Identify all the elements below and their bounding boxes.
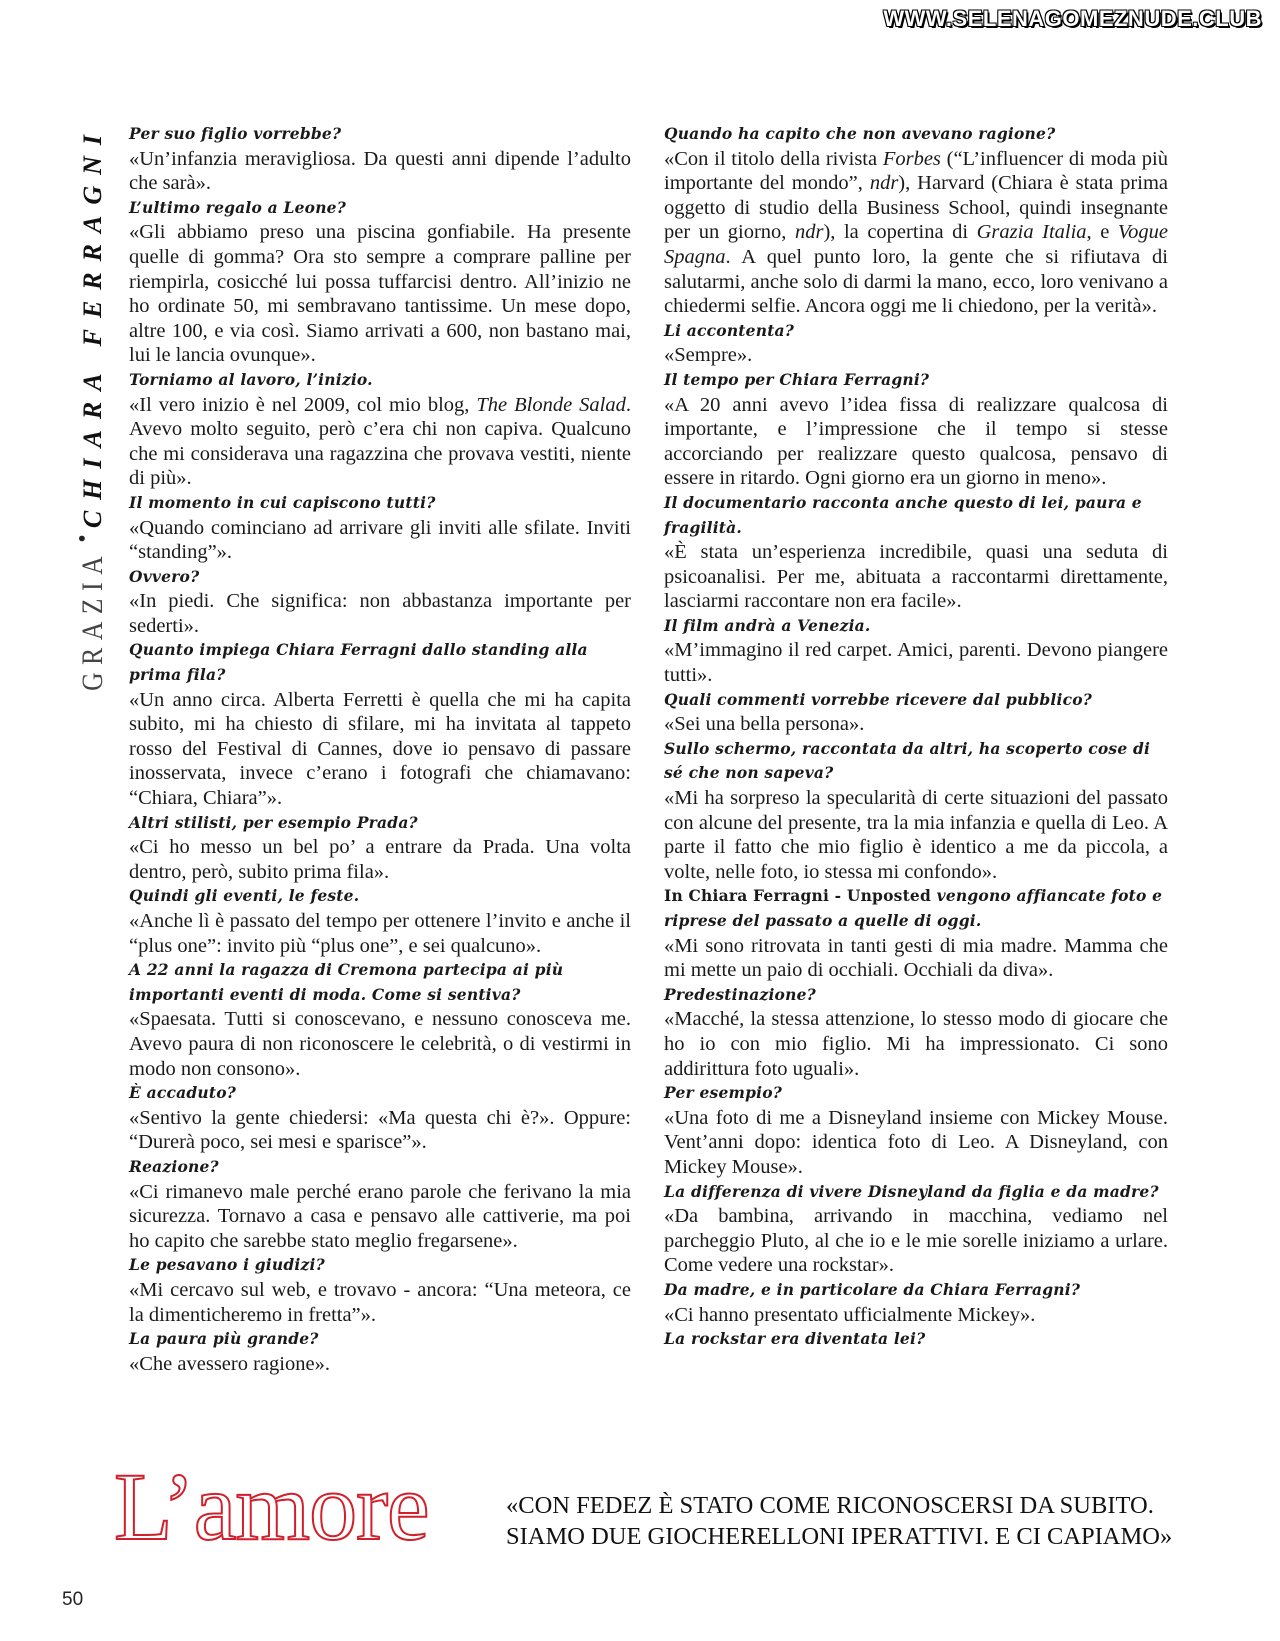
question-text: Ovvero? (129, 566, 200, 586)
interview-question (129, 122, 631, 147)
answer-text: , e (1086, 221, 1118, 244)
interview-question (664, 491, 1168, 540)
answer-text: «Ci hanno presentato ufficialmente Mickey». (664, 1303, 1036, 1326)
answer-text: «È stata un’esperienza incredibile, quasi una seduta di psicoanalisi. Per me, abituata a raccontarmi direttamente, lasciarmi raccontare non era facile». (664, 541, 1168, 613)
answer-text: (“L’influencer di moda più importante del mondo”, (664, 147, 1168, 195)
right-column (664, 122, 1168, 1352)
interview-question (129, 1253, 631, 1278)
answer-italic-title: The Blonde Salad (476, 393, 626, 416)
interview-answer (664, 393, 1168, 491)
interview-question (664, 737, 1168, 786)
question-text: Quanto impiega Chiara Ferragni dallo standing alla prima fila? (129, 640, 588, 685)
answer-text: «Da bambina, arrivando in macchina, vediamo nel parcheggio Pluto, al che io e le mie sorelle iniziamo a urlare. Come vedere una rockstar». (664, 1205, 1168, 1277)
answer-text: «Mi sono ritrovata in tanti gesti di mia madre. Mamma che mi mette un paio di occhiali. Occhiali da diva». (664, 934, 1168, 982)
interview-question (129, 638, 631, 687)
interview-answer (664, 1204, 1168, 1278)
question-text: Torniamo al lavoro, l’inizio. (129, 369, 373, 389)
answer-italic-title: Grazia Italia (976, 221, 1087, 244)
answer-italic-title: ndr (869, 172, 899, 195)
question-text: Da madre, e in particolare da Chiara Ferragni? (664, 1279, 1081, 1299)
answer-text: «Sei una bella persona». (664, 713, 865, 736)
question-text: Quali commenti vorrebbe ricevere dal pubblico? (664, 689, 1093, 709)
question-text: Predestinazione? (664, 984, 816, 1004)
interview-question (664, 122, 1168, 147)
answer-text: ), la copertina di (823, 221, 977, 244)
watermark: WWW.SELENAGOMEZNUDE.CLUB (883, 6, 1262, 31)
interview-question (664, 983, 1168, 1008)
interview-question (664, 614, 1168, 639)
interview-answer (129, 1007, 631, 1081)
interview-answer (129, 393, 631, 491)
pull-quote-line: «CON FEDEZ È STATO COME RICONOSCERSI DA SUBITO. (506, 1492, 1154, 1519)
answer-text: «Una foto di me a Disneyland insieme con Mickey Mouse. Vent’anni dopo: identica foto di Leo. A Disneyland, con Mickey Mouse». (664, 1106, 1168, 1178)
interview-answer (664, 934, 1168, 983)
interview-answer (664, 343, 1168, 368)
interview-answer (129, 516, 631, 565)
answer-text: ), Harvard (Chiara è stata prima oggetto di studio della Business School, quindi insegnante per un giorno, (664, 172, 1168, 244)
answer-text: «Sempre». (664, 344, 753, 367)
answer-text: . Avevo molto seguito, però c’era chi non capiva. Qualcuno che mi considerava una ragazzina che provava vestiti, niente di più». (129, 393, 631, 490)
section-title: L’amore (114, 1453, 429, 1560)
answer-text: «Mi ha sorpreso la specularità di certe situazioni del passato con alcune del presente, tra la mia infanzia e quella di Leo. A parte il fatto che mio figlio è identico a me da piccola, a volte, nelle foto, io stessa mi confondo». (664, 787, 1168, 883)
question-text: Il momento in cui capiscono tutti? (129, 492, 436, 512)
question-text: Quindi gli eventi, le feste. (129, 886, 360, 906)
answer-text: «Con il titolo della rivista (664, 147, 883, 170)
interview-answer (664, 540, 1168, 614)
answer-text: «Spaesata. Tutti si conoscevano, e nessuno conosceva me. Avevo paura di non riconoscere le celebrità, o di vestirmi in modo non consono». (129, 1008, 631, 1080)
answer-text: «Sentivo la gente chiedersi: «Ma questa chi è?». Oppure: “Durerà poco, sei mesi e sparisce”». (129, 1106, 631, 1154)
interview-question (664, 368, 1168, 393)
answer-text: «In piedi. Che significa: non abbastanza importante per sederti». (129, 590, 631, 637)
answer-text: «Ci rimanevo male perché erano parole che ferivano la mia sicurezza. Tornavo a casa e pensavo alle cattiverie, ma poi ho capito che sarebbe stato meglio fregarsene». (129, 1180, 631, 1252)
answer-text: «M’immagino il red carpet. Amici, parenti. Devono piangere tutti». (664, 639, 1168, 687)
answer-italic-title: ndr (794, 221, 824, 244)
answer-text: «Anche lì è passato del tempo per ottenere l’invito e anche il “plus one”: invito più “plus one”, e sei qualcuno». (129, 910, 631, 957)
question-text: Il documentario racconta anche questo di lei, paura e fragilità. (664, 492, 1142, 537)
left-column (129, 122, 631, 1376)
rail-separator-dot: • (69, 534, 96, 543)
answer-text: «Ci ho messo un bel po’ a entrare da Prada. Una volta dentro, però, subito prima fila». (129, 836, 631, 883)
interview-answer (129, 835, 631, 884)
interview-question (664, 1327, 1168, 1352)
interview-answer (129, 1180, 631, 1254)
interview-question (129, 1155, 631, 1180)
interview-answer (664, 1303, 1168, 1328)
interview-question (129, 368, 631, 393)
answer-text: «Che avessero ragione». (129, 1352, 330, 1375)
answer-text: «Gli abbiamo preso una piscina gonfiabile. Ha presente quelle di gomma? Ora sto sempre a comprare palline per riempirla, cosicché lui possa tuffarcisi dentro. All’inizio ne ho ordinate 50, mi sembravano tantissime. Un mese dopo, altre 100, e via così. Siamo arrivati a 600, non bastano mai, lui le lancia ovunque». (129, 221, 631, 367)
interview-answer (129, 147, 631, 196)
answer-text: «Quando cominciano ad arrivare gli inviti alle sfilate. Inviti “standing”». (129, 516, 631, 564)
pull-quote (506, 1490, 1226, 1552)
answer-italic-title: Vogue Spagna (664, 221, 1168, 268)
question-text: Reazione? (129, 1156, 219, 1176)
answer-text: «Macché, la stessa attenzione, lo stesso modo di giocare che ho io con mio figlio. Mi ha impressionato. Ci sono addirittura foto uguali». (664, 1008, 1168, 1080)
question-text: Sullo schermo, raccontata da altri, ha scoperto cose di sé che non sapeva? (664, 738, 1151, 783)
interview-question (129, 811, 631, 836)
interview-answer (129, 220, 631, 368)
interview-question (664, 1180, 1168, 1205)
question-text: La paura più grande? (129, 1329, 319, 1349)
interview-answer (129, 589, 631, 638)
magazine-brand: GRAZIA (76, 548, 109, 691)
question-text: È accaduto? (129, 1083, 237, 1103)
question-text: Li accontenta? (664, 320, 795, 340)
answer-text: «Un’infanzia meravigliosa. Da questi anni dipende l’adulto che sarà». (129, 147, 631, 195)
interview-question (664, 319, 1168, 344)
interview-question (129, 196, 631, 221)
pull-quote-line: SIAMO DUE GIOCHERELLONI IPERATTIVI. E CI CAPIAMO» (506, 1523, 1173, 1550)
interview-answer (664, 786, 1168, 884)
question-text: Il tempo per Chiara Ferragni? (664, 369, 930, 389)
interview-question (664, 1278, 1168, 1303)
interview-answer (129, 1352, 631, 1377)
interview-answer (129, 909, 631, 958)
interview-question (664, 1081, 1168, 1106)
question-text: A 22 anni la ragazza di Cremona partecipa ai più importanti eventi di moda. Come si sentiva? (129, 960, 564, 1004)
interview-answer (664, 1106, 1168, 1180)
question-text: Il film andrà a Venezia. (664, 615, 871, 635)
answer-text: «A 20 anni avevo l’idea fissa di realizzare qualcosa di importante, e l’impressione che il tempo si stesse accorciando per realizzare questo qualcosa, pensavo di essere in ritardo. Ogni giorno era un giorno in meno». (664, 393, 1168, 490)
interview-question (129, 491, 631, 516)
interview-question (129, 958, 631, 1007)
page-number: 50 (62, 1589, 84, 1610)
interview-question (129, 1327, 631, 1352)
interview-question (129, 884, 631, 909)
interview-answer (129, 688, 631, 811)
interview-question (664, 688, 1168, 713)
interview-question (129, 1081, 631, 1106)
interview-question (664, 884, 1168, 933)
interview-question (129, 565, 631, 590)
answer-text: «Mi cercavo sul web, e trovavo - ancora: “Una meteora, ce la dimenticheremo in fretta”». (129, 1278, 631, 1326)
interview-answer (664, 147, 1168, 319)
interview-answer (129, 1278, 631, 1327)
interview-answer (129, 1106, 631, 1155)
question-text: La rockstar era diventata lei? (664, 1329, 926, 1349)
interview-answer (664, 638, 1168, 687)
interview-answer (664, 712, 1168, 737)
side-rail (52, 124, 109, 691)
question-text: L’ultimo regalo a Leone? (129, 197, 347, 217)
answer-italic-title: Forbes (882, 147, 941, 170)
question-text: Per esempio? (664, 1083, 783, 1103)
question-text: Per suo figlio vorrebbe? (129, 124, 342, 143)
question-text: Altri stilisti, per esempio Prada? (129, 812, 418, 832)
answer-text: «Un anno circa. Alberta Ferretti è quella che mi ha capita subito, mi ha chiesto di sfilare, mi ha invitata al tappeto rosso del Festival di Cannes, dove io pensavo di passare inosservata, invece c’erano i fotografi che chiamavano: “Chiara, Chiara”». (129, 688, 631, 810)
article-subject-name: CHIARA FERRAGNI (78, 124, 107, 529)
interview-answer (664, 1007, 1168, 1081)
question-title-upright: In Chiara Ferragni - Unposted (664, 886, 932, 906)
answer-text: «Il vero inizio è nel 2009, col mio blog, (129, 393, 477, 416)
question-text: Quando ha capito che non avevano ragione? (664, 124, 1056, 143)
question-text: Le pesavano i giudizi? (129, 1255, 325, 1275)
answer-text: . A quel punto loro, la gente che si rifiutava di salutarmi, anche solo di darmi la mano, ecco, loro venivano a chiedermi selfie. Ancora oggi me li chiedono, per la verità». (664, 245, 1168, 318)
question-text: La differenza di vivere Disneyland da figlia e da madre? (664, 1181, 1159, 1201)
question-text: vengono affiancate foto e riprese del passato a quelle di oggi. (664, 886, 1163, 930)
